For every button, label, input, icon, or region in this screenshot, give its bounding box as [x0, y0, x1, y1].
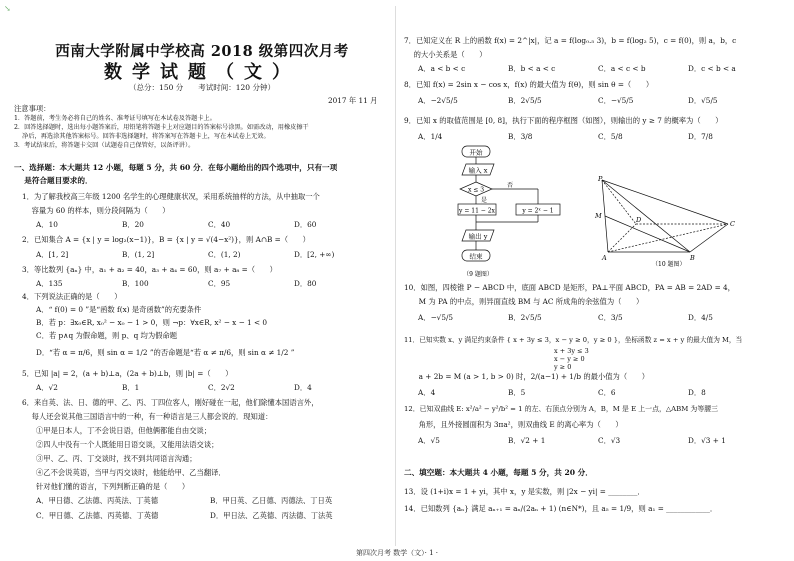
q3-option-b: B．100 — [122, 279, 149, 288]
q8-option-a: A．−2√5/5 — [418, 96, 458, 105]
q6-clue-4: ④乙不会说英语，当甲与丙交谈时，他能给甲、乙当翻译． — [36, 468, 226, 477]
vertex-d: D — [636, 216, 642, 224]
q8-option-b: B．2√5/5 — [508, 96, 542, 105]
q1-stem-cont: 容量为 60 的样本，则分段间隔为（ ） — [22, 206, 170, 215]
flow-yes-branch: y = 11 − 2x — [459, 207, 495, 215]
q3-option-a: A．135 — [36, 279, 63, 288]
q6-clue-3: ③甲、乙、丙、丁交谈时，找不到共同语言沟通； — [36, 454, 197, 463]
q12-option-d: D．√3 + 1 — [688, 436, 726, 445]
flow-start-label: 开始 — [469, 148, 483, 157]
q11-option-a: A．4 — [418, 388, 436, 397]
q6-option-c: C．甲日德、乙法德、丙英德、丁英德 — [36, 511, 159, 520]
exam-info: （总分：150 分 考试时间：120 分钟） — [129, 83, 275, 92]
q10-pyramid-figure — [590, 174, 754, 270]
q5-option-a: A．√2 — [36, 383, 58, 392]
flow-condition-label: x ≤ 3 — [467, 186, 485, 194]
q2-option-a: A．[1, 2] — [36, 250, 69, 259]
q9-option-c: C．5/8 — [598, 132, 623, 141]
section2-heading: 二、填空题：本大题共 4 小题，每题 5 分，共 20 分． — [404, 468, 593, 477]
exam-title: 西南大学附属中学校高 2018 级第四次月考 — [55, 43, 349, 60]
q4-stem: 4．下列说法正确的是（ ） — [22, 292, 122, 301]
q11-constraint-1: x + 3y ≤ 3 — [554, 347, 589, 355]
q7-stem: 7．已知定义在 R 上的函数 f(x) = 2^|x|，记 a = f(log₀.₅ 3)，b = f(log₂ 5)，c = f(0)，则 a，b，c — [404, 36, 737, 45]
exam-date: 2017 年 11 月 — [328, 96, 378, 105]
q9-option-a: A．1/4 — [418, 132, 443, 141]
q6-stem: 6．来自英、法、日、德的甲、乙、丙、丁四位客人，刚好碰在一起，他们除懂本国语言外， — [22, 398, 319, 407]
flow-output-label: 输出 y — [468, 232, 488, 241]
q9-option-d: D．7/8 — [688, 132, 713, 141]
notice-item-2: 2．回答选择题时，选出每小题答案后，用铅笔将答题卡上对应题目的答案标号涂黑。如需改动，用橡皮擦干 — [14, 124, 309, 131]
flow-no-label: 否 — [506, 182, 514, 189]
q3-option-d: D．80 — [294, 279, 317, 288]
q9-flowchart — [456, 144, 566, 284]
q2-option-b: B．(1, 2] — [122, 250, 155, 259]
subject-title: 数学试题（文） — [104, 62, 300, 83]
section1-heading: 一、选择题：本大题共 12 小题，每题 5 分，共 60 分．在每小题给出的四个选项中，只有一项 — [14, 163, 338, 172]
q9-option-b: B．3/8 — [508, 132, 533, 141]
vertex-c: C — [730, 220, 735, 228]
q6-option-a: A．甲日德、乙法德、丙英法、丁英德 — [36, 496, 159, 505]
q8-option-d: D．√5/5 — [688, 96, 718, 105]
q4-option-d: D．“若 α = π/6，则 sin α = 1/2 ”的否命题是“若 α ≠ π/6，则 sin α ≠ 1/2 ” — [36, 348, 295, 357]
q10-option-d: D．4/5 — [688, 313, 713, 322]
q11-constraint-3: y ≥ 0 — [554, 363, 572, 371]
q11-stem-cont: a + 2b = M (a > 1, b > 0) 时，2/(a−1) + 1/b 的最小值为（ ） — [404, 372, 650, 381]
q10-stem-cont: M 为 PA 的中点，则异面直线 BM 与 AC 所成角的余弦值为（ ） — [404, 297, 644, 306]
q12-stem-cont: 角形，且外接圆面积为 3πa²，则双曲线 E 的离心率为（ ） — [404, 420, 623, 429]
flow-caption: （9 题图） — [463, 271, 493, 278]
q6-question: 针对他们懂的语言，下列判断正确的是（ ） — [36, 482, 190, 491]
q12-option-a: A．√5 — [418, 436, 440, 445]
q11-option-c: C．6 — [598, 388, 616, 397]
column-divider — [395, 6, 396, 546]
vertex-m: M — [595, 212, 602, 220]
q2-option-c: C．(1, 2) — [208, 250, 241, 259]
section1-heading-cont: 是符合题目要求的． — [14, 176, 93, 185]
pyramid-caption: （10 题图） — [652, 261, 686, 268]
q10-option-c: C．3/5 — [598, 313, 623, 322]
flow-no-branch: y = 2ˣ − 1 — [522, 207, 554, 215]
q11-option-b: B．5 — [508, 388, 526, 397]
flow-input-label: 输入 x — [468, 166, 488, 175]
q4-option-c: C．若 p∧q 为假命题，则 p、q 均为假命题 — [36, 331, 178, 340]
q5-option-b: B．1 — [122, 383, 140, 392]
corner-mark: ↘ — [4, 4, 11, 13]
q10-stem: 10．如图，四棱锥 P − ABCD 中，底面 ABCD 是矩形，PA⊥平面 ABCD，PA = AB = 2AD = 4， — [404, 283, 735, 292]
notice-item-1: 1．答题前，考生务必将自己的姓名、准考证号填写在本试卷及答题卡上。 — [14, 115, 216, 122]
q10-option-b: B．2√5/5 — [508, 313, 542, 322]
q13-stem: 13．设 (1+i)x = 1 + yi，其中 x，y 是实数，则 |2x − yi| = ________． — [404, 487, 645, 496]
q3-stem: 3．等比数列 {aₙ} 中，a₁ + a₂ = 40，a₃ + a₄ = 60，则 a₇ + a₈ =（ ） — [22, 265, 277, 274]
vertex-b: B — [690, 254, 695, 262]
q6-option-b: B．甲日英、乙日德、丙德法、丁日英 — [210, 496, 333, 505]
notice-item-2-cont: 净后，再选涂其他答案标号。回答非选择题时，将答案写在答题卡上，写在本试卷上无效。 — [14, 133, 270, 140]
q8-option-c: C．−√5/5 — [598, 96, 634, 105]
q1-option-c: C．40 — [208, 220, 231, 229]
q11-stem: 11．已知实数 x、y 满足约束条件 { x + 3y ≤ 3，x − y ≥ 0，y ≥ 0 }，坐标函数 z = x + y 的最大值为 M，当 — [404, 336, 743, 344]
q11-option-d: D．8 — [688, 388, 706, 397]
q8-stem: 8．已知 f(x) = 2sin x − cos x，f(x) 的最大值为 f(θ)，则 sin θ =（ ） — [404, 80, 654, 89]
q11-constraint-2: x − y ≥ 0 — [554, 355, 585, 363]
q5-option-d: D．4 — [294, 383, 312, 392]
q12-stem: 12．已知双曲线 E: x²/a² − y²/b² = 1 的左、右顶点分别为 A，B，M 是 E 上一点，△ABM 为等腰三 — [404, 405, 718, 413]
q4-option-b: B．若 p：∃x₀∈R, x₀² − x₀ − 1 > 0，则 ¬p：∀x∈R, x² − x − 1 < 0 — [36, 318, 268, 327]
q12-option-b: B．√2 + 1 — [508, 436, 546, 445]
page-footer: 第四次月考 数学（文）· 1 · — [355, 549, 439, 557]
vertex-a: A — [602, 254, 607, 262]
q4-option-a: A．“ f(0) = 0 ”是“函数 f(x) 是奇函数”的充要条件 — [36, 305, 202, 314]
q5-option-c: C．2√2 — [208, 383, 235, 392]
q7-option-c: C．a < c < b — [598, 64, 646, 73]
q7-option-a: A．a < b < c — [418, 64, 466, 73]
q7-option-d: D．c < b < a — [688, 64, 736, 73]
q6-clue-1: ①甲是日本人，丁不会说日语，但他俩都能自由交谈； — [36, 426, 212, 435]
q1-option-a: A．10 — [36, 220, 58, 229]
q6-stem-cont: 每人还会说其他三国语言中的一种，有一种语言是三人都会说的．现知道： — [22, 412, 273, 421]
q2-stem: 2．已知集合 A = {x | y = log₂(x−1)}，B = {x | y = √(4−x²)}，则 A∩B =（ ） — [22, 235, 310, 244]
q6-clue-2: ②四人中没有一个人既能用日语交谈，又能用法语交谈； — [36, 440, 219, 449]
q3-option-c: C．95 — [208, 279, 231, 288]
notice-item-3: 3．考试结束后，将答题卡交回（试题卷自己保管好，以备评讲）。 — [14, 142, 195, 149]
q7-stem-cont: 的大小关系是（ ） — [404, 50, 487, 59]
vertex-p: P — [598, 175, 603, 183]
q10-option-a: A．−√5/5 — [418, 313, 454, 322]
q1-stem: 1．为了解我校高三年级 1200 名学生的心理健康状况，采用系统抽样的方法，从中抽取一个 — [22, 192, 320, 201]
q5-stem: 5．已知 |a| = 2，(a + b)⊥a，(2a + b)⊥b，则 |b| =（ ） — [22, 369, 233, 378]
flow-yes-label: 是 — [481, 197, 488, 204]
q7-option-b: B．b < a < c — [508, 64, 556, 73]
flow-end-label: 结束 — [469, 252, 483, 261]
q14-stem: 14．已知数列 {aₙ} 满足 aₙ₊₁ = aₙ/(2aₙ + 1) (n∈N*)，且 a₅ = 1/9，则 a₁ = ____________． — [404, 504, 718, 513]
q2-option-d: D．[2, +∞) — [294, 250, 335, 259]
q12-option-c: C．√3 — [598, 436, 621, 445]
q1-option-d: D．60 — [294, 220, 317, 229]
notice-heading: 注意事项： — [14, 104, 51, 113]
q9-stem: 9．已知 x 的取值范围是 [0, 8]，执行下面的程序框图（如图），则输出的 y ≥ 7 的概率为（ ） — [404, 116, 723, 125]
q1-option-b: B．20 — [122, 220, 144, 229]
q6-option-d: D．甲日法、乙英德、丙法德、丁法英 — [210, 511, 333, 520]
